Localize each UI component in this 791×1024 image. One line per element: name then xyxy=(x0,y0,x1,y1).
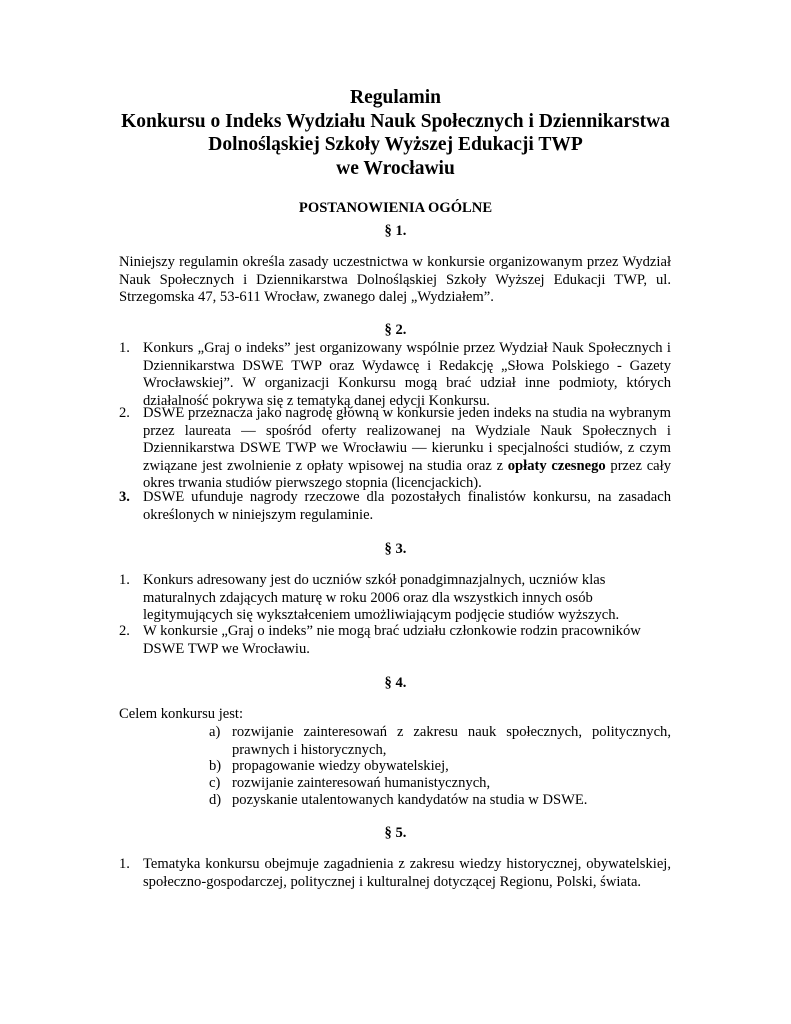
list-item xyxy=(209,775,671,793)
list-item-letter: a) xyxy=(209,724,221,740)
list-item-text: W konkursie „Graj o indeks” nie mogą brać udziału członkowie rodzin pracowników DSWE TWP we Wrocławiu. xyxy=(143,623,641,657)
list-item xyxy=(209,792,671,810)
list-item xyxy=(119,405,671,493)
list-item-number: 2. xyxy=(119,623,130,639)
list-item-number: 3. xyxy=(119,489,130,505)
list-item-text: propagowanie wiedzy obywatelskiej, xyxy=(232,758,449,774)
paragraph-4-heading: § 4. xyxy=(384,675,407,691)
list-item-number: 1. xyxy=(119,572,130,588)
bold-text: opłaty czesnego xyxy=(507,457,606,474)
list-item-number: 1. xyxy=(119,856,130,872)
list-item-text: rozwijanie zainteresowań humanistycznych, xyxy=(232,775,491,791)
list-item-letter: c) xyxy=(209,775,221,791)
list-item-text: DSWE przeznacza jako nagrodę główną w konkursie jeden indeks na studia na wybranym przez laureata — spośród oferty realizowanej na Wydziale Nauk Społecznych i Dziennikarstwa DSWE TWP we Wrocławiu — kierunku i specjalności studiów, z czym związane jest zwolnienie z opłaty wpisowej na studia oraz z opłaty czesnego przez cały okres trwania studiów pierwszego stopnia (licencjackich). xyxy=(143,405,671,492)
title-line-2: Konkursu o Indeks Wydziału Nauk Społecznych i Dziennikarstwa xyxy=(121,110,670,132)
list-item xyxy=(119,489,671,524)
document-title xyxy=(0,86,791,180)
list-item-text: Konkurs adresowany jest do uczniów szkół ponadgimnazjalnych, uczniów klas maturalnych zdających maturę w roku 2006 oraz dla wszystkich innych osób legitymujących się wykształceniem umożliwiającym podjęcie studiów wyższych. xyxy=(143,572,620,624)
title-line-3: Dolnośląskiej Szkoły Wyższej Edukacji TWP xyxy=(208,134,583,155)
title-line-4: we Wrocławiu xyxy=(336,157,455,179)
list-item xyxy=(209,758,671,776)
list-item xyxy=(119,572,671,625)
list-item-letter: b) xyxy=(209,758,222,774)
list-item-text: Konkurs „Graj o indeks” jest organizowany wspólnie przez Wydział Nauk Społecznych i Dziennikarstwa DSWE TWP oraz Wydawcę i Redakcję „Słowa Polskiego - Gazety Wrocławskiej”. W organizacji Konkursu mogą brać udział inne podmioty, których działalność pokrywa się z tematyką danej edycji Konkursu. xyxy=(143,340,671,409)
paragraph-4-intro: Celem konkursu jest: xyxy=(119,706,244,722)
list-item-number: 1. xyxy=(119,340,130,356)
list-item-text: Tematyka konkursu obejmuje zagadnienia z zakresu wiedzy historycznej, obywatelskiej, społeczno-gospodarczej, politycznej i kulturalnej dotyczącej Regionu, Polski, świata. xyxy=(143,856,671,890)
list-item-letter: d) xyxy=(209,792,222,808)
list-item xyxy=(119,623,671,658)
paragraph-5-heading: § 5. xyxy=(384,825,407,841)
paragraph-3-heading: § 3. xyxy=(384,541,407,557)
paragraph-1-heading: § 1. xyxy=(384,223,407,239)
list-item xyxy=(119,856,671,891)
list-item-text: DSWE ufunduje nagrody rzeczowe dla pozostałych finalistów konkursu, na zasadach określonych w niniejszym regulaminie. xyxy=(143,489,671,523)
list-item-number: 2. xyxy=(119,405,130,421)
paragraph-2-heading: § 2. xyxy=(384,322,407,338)
list-item xyxy=(119,340,671,410)
list-item-text: pozyskanie utalentowanych kandydatów na studia w DSWE. xyxy=(232,792,588,808)
list-item-text: rozwijanie zainteresowań z zakresu nauk społecznych, politycznych, prawnych i historycznych, xyxy=(232,724,671,758)
paragraph-1-text: Niniejszy regulamin określa zasady uczestnictwa w konkursie organizowanym przez Wydział Nauk Społecznych i Dziennikarstwa Dolnośląskiej Szkoły Wyższej Edukacji TWP, ul. Strzegomska 47, 53-611 Wrocław, zwanego dalej „Wydziałem”. xyxy=(119,254,671,306)
section-heading: POSTANOWIENIA OGÓLNE xyxy=(298,200,493,216)
list-item xyxy=(209,724,671,759)
title-line-1: Regulamin xyxy=(349,87,441,108)
